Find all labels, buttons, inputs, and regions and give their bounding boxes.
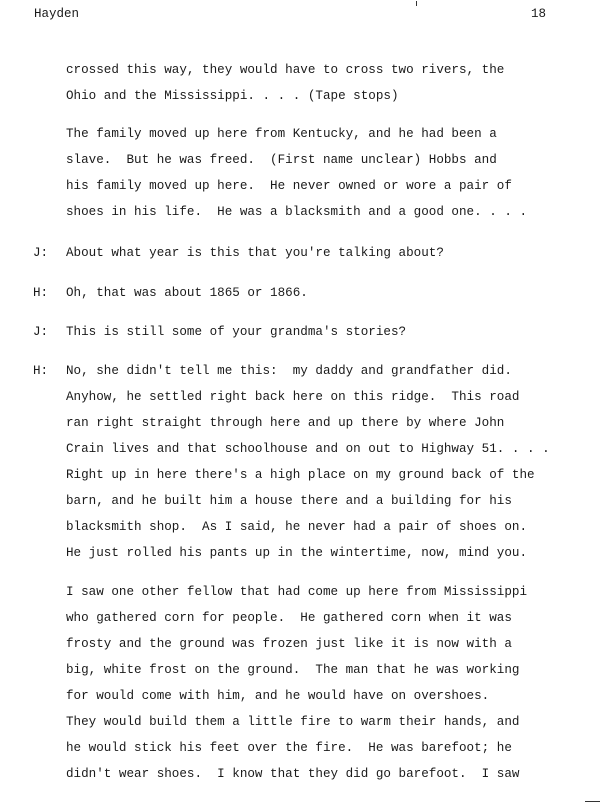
text-line: for would come with him, and he would have on overshoes. — [66, 689, 490, 703]
scan-mark — [585, 801, 600, 802]
text-line: blacksmith shop. As I said, he never had a pair of shoes on. — [66, 520, 528, 534]
text-line: Ohio and the Mississippi. . . . (Tape stops) — [66, 89, 399, 103]
text-line: his family moved up here. He never owned or wore a pair of — [66, 179, 512, 193]
text-line: slave. But he was freed. (First name unclear) Hobbs and — [66, 153, 497, 167]
speaker-label: J: — [33, 325, 49, 339]
text-line: Right up in here there's a high place on my ground back of the — [66, 468, 535, 482]
text-line: ran right straight through here and up there by where John — [66, 416, 505, 430]
text-line: Oh, that was about 1865 or 1866. — [66, 286, 308, 300]
speaker-label: H: — [33, 286, 49, 300]
text-line: frosty and the ground was frozen just like it is now with a — [66, 637, 512, 651]
text-line: shoes in his life. He was a blacksmith and a good one. . . . — [66, 205, 528, 219]
text-line: They would build them a little fire to warm their hands, and — [66, 715, 520, 729]
speaker-label: H: — [33, 364, 49, 378]
text-line: who gathered corn for people. He gathered corn when it was — [66, 611, 512, 625]
running-header-name: Hayden — [34, 7, 80, 21]
text-line: barn, and he built him a house there and a building for his — [66, 494, 512, 508]
text-line: Anyhow, he settled right back here on this ridge. This road — [66, 390, 520, 404]
text-line: I saw one other fellow that had come up here from Mississippi — [66, 585, 528, 599]
scan-mark — [416, 1, 417, 6]
text-line: he would stick his feet over the fire. He was barefoot; he — [66, 741, 512, 755]
text-line: crossed this way, they would have to cross two rivers, the — [66, 63, 505, 77]
text-line: didn't wear shoes. I know that they did go barefoot. I saw — [66, 767, 520, 781]
text-line: No, she didn't tell me this: my daddy and grandfather did. — [66, 364, 512, 378]
text-line: The family moved up here from Kentucky, and he had been a — [66, 127, 497, 141]
text-line: He just rolled his pants up in the wintertime, now, mind you. — [66, 546, 528, 560]
text-line: This is still some of your grandma's stories? — [66, 325, 407, 339]
speaker-label: J: — [33, 246, 49, 260]
text-line: About what year is this that you're talking about? — [66, 246, 444, 260]
text-line: Crain lives and that schoolhouse and on out to Highway 51. . . . — [66, 442, 550, 456]
page-number: 18 — [531, 7, 547, 21]
text-line: big, white frost on the ground. The man that he was working — [66, 663, 520, 677]
